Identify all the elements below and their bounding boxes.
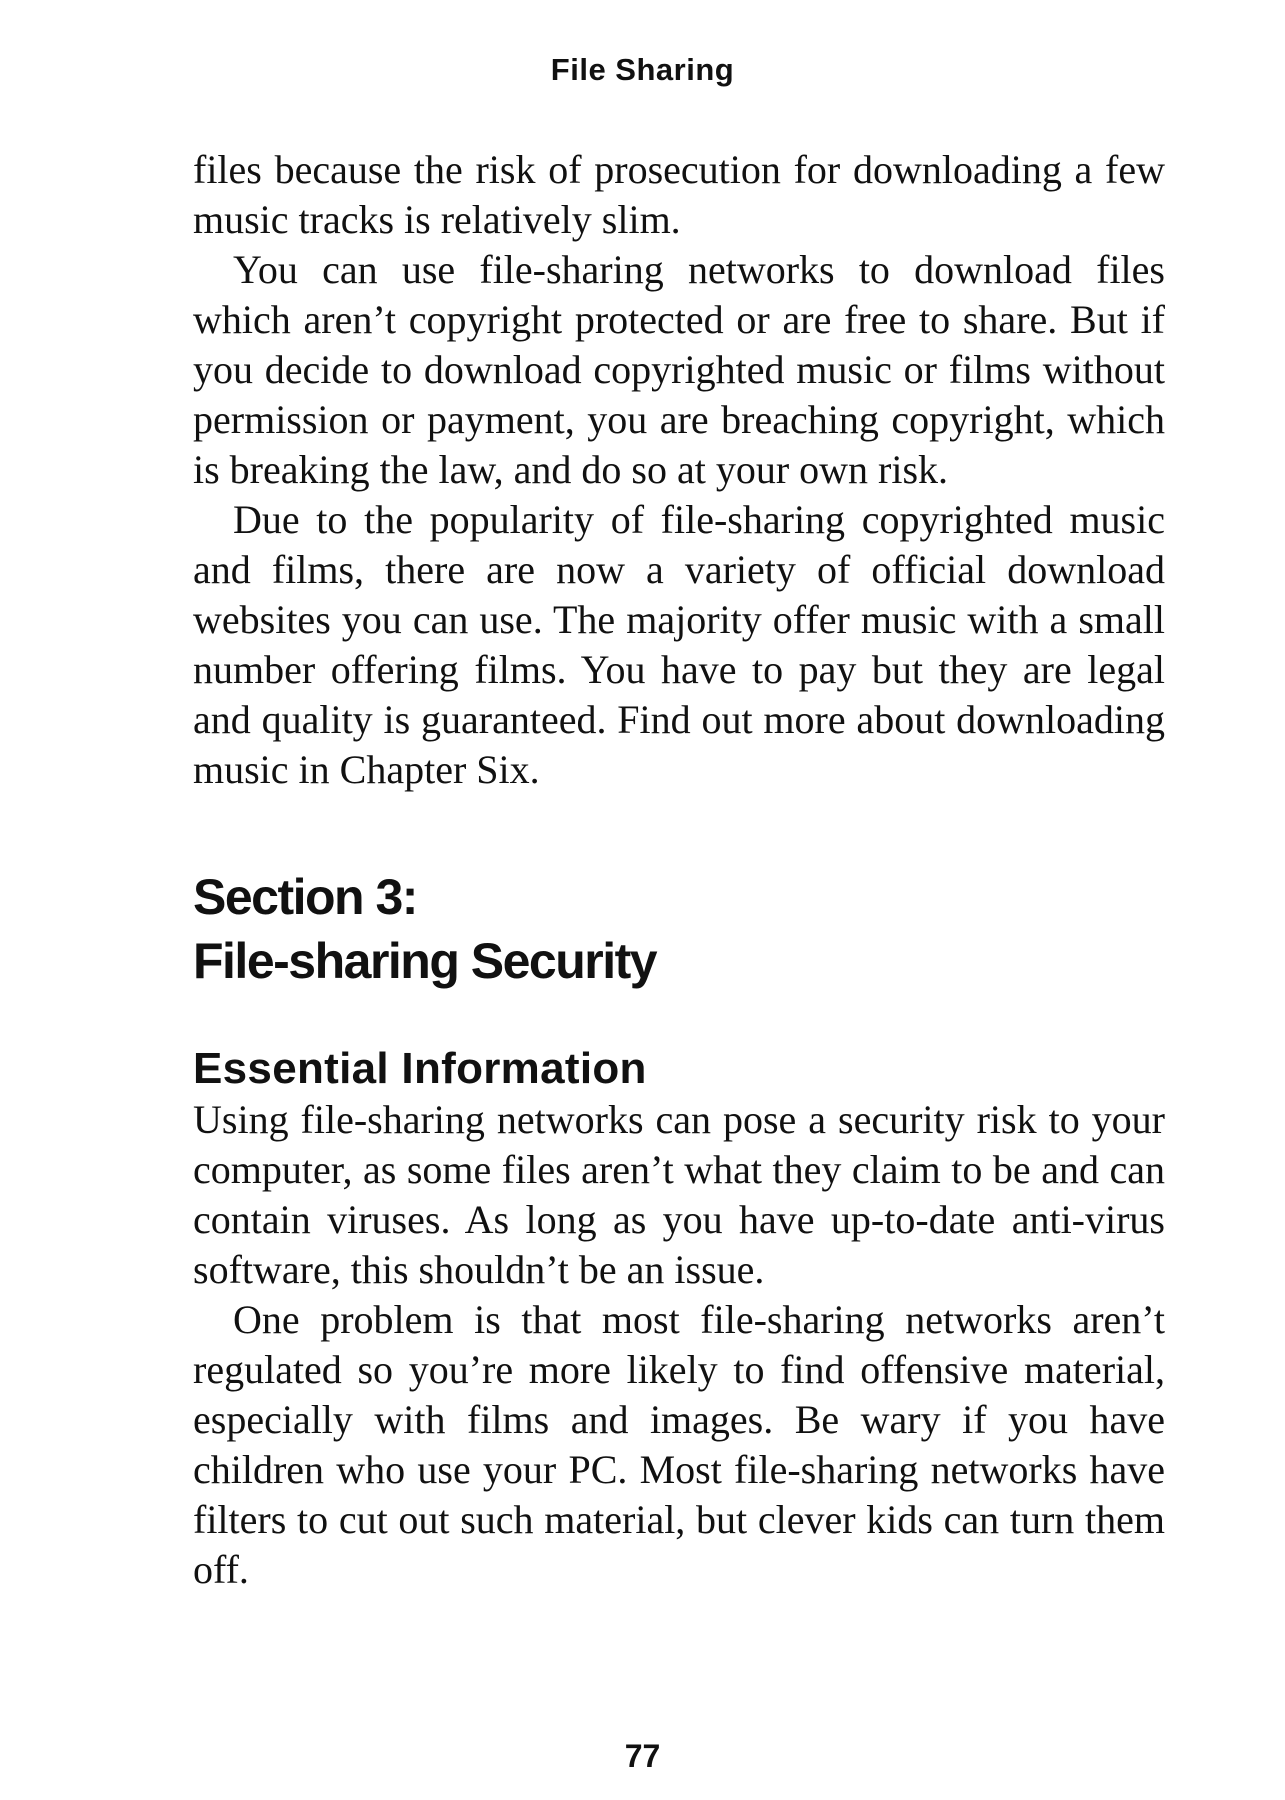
page-number: 77 [624, 1738, 661, 1774]
section-heading [193, 865, 1165, 993]
paragraph-security-risk: Using file-sharing networks can pose a security risk to your computer, as some files aren’t what they claim to be and can contain viruses. As long as you have up-to-date anti-virus software, this shouldn’t be an issue. [193, 1097, 1165, 1292]
paragraph-copyright: You can use file-sharing networks to download files which aren’t copyright protected or are free to share. But if you decide to download copyrighted music or films without permission or payment, you are breaching copyright, which is breaking the law, and do so at your own risk. [193, 247, 1165, 492]
section-number: Section 3: [193, 869, 417, 925]
paragraph-offensive-material: One problem is that most file-sharing networks aren’t regulated so you’re more likely to find offensive material, especially with films and images. Be wary if you have children who use your PC. Most file-sharing networks have filters to cut out such material, but clever kids can turn them off. [193, 1297, 1165, 1592]
section-title: File-sharing Security [193, 933, 657, 989]
sub-heading: Essential Information [193, 1044, 647, 1093]
paragraph-official-downloads: Due to the popularity of file-sharing copyrighted music and films, there are now a variety of official download websites you can use. The majority offer music with a small number offering films. You have to pay but they are legal and quality is guaranteed. Find out more about downloading music in Chapter Six. [193, 497, 1165, 792]
running-header: File Sharing [550, 52, 735, 87]
paragraph-continuation: files because the risk of prosecution for downloading a few music tracks is relatively slim. [193, 147, 1165, 242]
page-content [193, 145, 1165, 1595]
